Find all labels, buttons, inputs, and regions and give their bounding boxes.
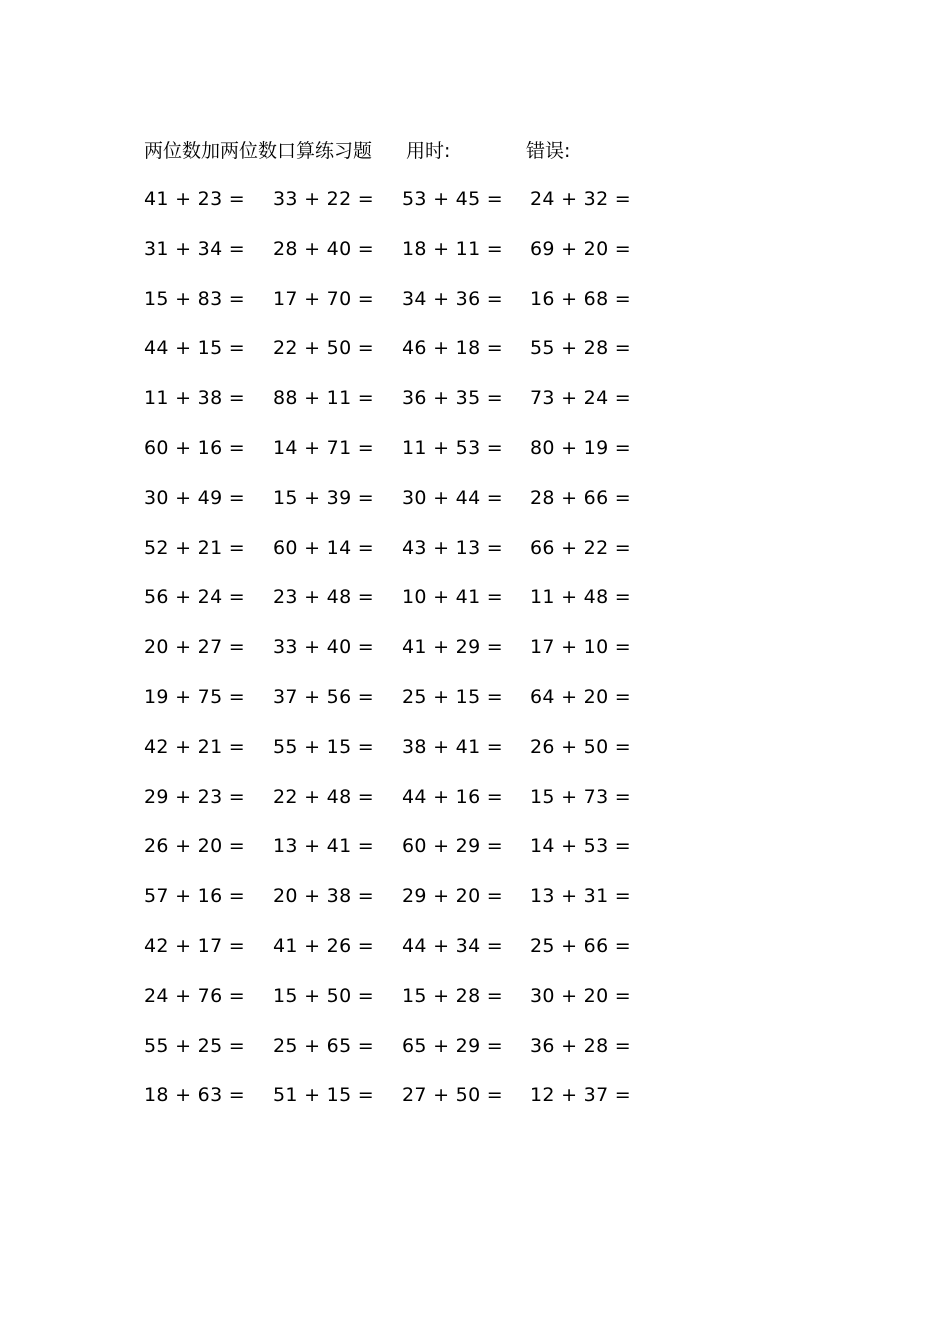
problem-item: 57 + 16 = xyxy=(144,885,246,908)
problem-row xyxy=(144,1031,664,1081)
problem-row xyxy=(144,582,664,632)
problem-item: 24 + 32 = xyxy=(530,188,632,210)
problem-item: 44 + 34 = xyxy=(402,934,504,957)
problem-item: 14 + 71 = xyxy=(273,436,375,459)
problem-item: 53 + 45 = xyxy=(402,188,504,210)
problem-item: 15 + 83 = xyxy=(144,287,246,310)
problem-row xyxy=(144,632,664,682)
problem-item: 20 + 38 = xyxy=(273,885,375,908)
problem-item: 30 + 49 = xyxy=(144,486,246,509)
problem-item: 29 + 20 = xyxy=(402,885,504,908)
problem-row xyxy=(144,483,664,533)
problem-item: 16 + 68 = xyxy=(530,287,632,310)
problem-item: 55 + 28 = xyxy=(530,337,632,360)
problem-row xyxy=(144,333,664,383)
problem-item: 41 + 23 = xyxy=(144,188,246,210)
problem-item: 64 + 20 = xyxy=(530,685,632,708)
problem-item: 17 + 10 = xyxy=(530,636,632,659)
problem-item: 43 + 13 = xyxy=(402,536,504,559)
problem-item: 51 + 15 = xyxy=(273,1084,375,1107)
problem-item: 41 + 26 = xyxy=(273,934,375,957)
problem-item: 46 + 18 = xyxy=(402,337,504,360)
problem-item: 30 + 44 = xyxy=(402,486,504,509)
problem-row xyxy=(144,831,664,881)
problem-item: 11 + 53 = xyxy=(402,436,504,459)
problem-item: 18 + 63 = xyxy=(144,1084,246,1107)
problem-item: 27 + 50 = xyxy=(402,1084,504,1107)
problem-row xyxy=(144,433,664,483)
problem-item: 15 + 39 = xyxy=(273,486,375,509)
problem-item: 42 + 21 = xyxy=(144,735,246,758)
problem-row xyxy=(144,533,664,583)
problem-item: 29 + 23 = xyxy=(144,785,246,808)
problem-row xyxy=(144,931,664,981)
problem-item: 38 + 41 = xyxy=(402,735,504,758)
problem-item: 69 + 20 = xyxy=(530,237,632,260)
problem-item: 26 + 20 = xyxy=(144,835,246,858)
problem-row xyxy=(144,682,664,732)
problem-row xyxy=(144,234,664,284)
problem-item: 41 + 29 = xyxy=(402,636,504,659)
problem-item: 44 + 16 = xyxy=(402,785,504,808)
problem-item: 52 + 21 = xyxy=(144,536,246,559)
worksheet-title: 两位数加两位数口算练习题 xyxy=(144,140,373,162)
problem-item: 60 + 29 = xyxy=(402,835,504,858)
problem-row xyxy=(144,881,664,931)
problem-item: 22 + 48 = xyxy=(273,785,375,808)
problem-row xyxy=(144,184,664,234)
problem-item: 13 + 41 = xyxy=(273,835,375,858)
problem-item: 56 + 24 = xyxy=(144,586,246,609)
problem-item: 65 + 29 = xyxy=(402,1034,504,1057)
problem-item: 14 + 53 = xyxy=(530,835,632,858)
problem-item: 13 + 31 = xyxy=(530,885,632,908)
problem-item: 12 + 37 = xyxy=(530,1084,632,1107)
problem-item: 28 + 40 = xyxy=(273,237,375,260)
problem-item: 25 + 65 = xyxy=(273,1034,375,1057)
problem-item: 20 + 27 = xyxy=(144,636,246,659)
problem-item: 36 + 35 = xyxy=(402,387,504,410)
problem-item: 42 + 17 = xyxy=(144,934,246,957)
time-used-label: 用时: xyxy=(406,140,451,162)
problem-item: 34 + 36 = xyxy=(402,287,504,310)
problem-item: 11 + 38 = xyxy=(144,387,246,410)
problem-item: 88 + 11 = xyxy=(273,387,375,410)
problem-item: 24 + 76 = xyxy=(144,984,246,1007)
problem-item: 23 + 48 = xyxy=(273,586,375,609)
problem-item: 22 + 50 = xyxy=(273,337,375,360)
problem-item: 60 + 14 = xyxy=(273,536,375,559)
problem-row xyxy=(144,284,664,334)
problem-row xyxy=(144,1080,664,1130)
problem-item: 19 + 75 = xyxy=(144,685,246,708)
problem-row xyxy=(144,732,664,782)
problem-item: 55 + 25 = xyxy=(144,1034,246,1057)
problem-row xyxy=(144,782,664,832)
problem-item: 25 + 66 = xyxy=(530,934,632,957)
problem-grid xyxy=(144,184,664,1130)
problem-item: 73 + 24 = xyxy=(530,387,632,410)
problem-item: 66 + 22 = xyxy=(530,536,632,559)
problem-item: 33 + 22 = xyxy=(273,188,375,210)
problem-item: 10 + 41 = xyxy=(402,586,504,609)
problem-item: 28 + 66 = xyxy=(530,486,632,509)
problem-item: 37 + 56 = xyxy=(273,685,375,708)
problem-item: 11 + 48 = xyxy=(530,586,632,609)
problem-item: 15 + 28 = xyxy=(402,984,504,1007)
worksheet-header xyxy=(144,136,784,166)
problem-item: 18 + 11 = xyxy=(402,237,504,260)
problem-item: 44 + 15 = xyxy=(144,337,246,360)
problem-row xyxy=(144,981,664,1031)
problem-item: 80 + 19 = xyxy=(530,436,632,459)
problem-item: 25 + 15 = xyxy=(402,685,504,708)
problem-row xyxy=(144,383,664,433)
problem-item: 33 + 40 = xyxy=(273,636,375,659)
problem-item: 15 + 73 = xyxy=(530,785,632,808)
problem-item: 31 + 34 = xyxy=(144,237,246,260)
problem-item: 15 + 50 = xyxy=(273,984,375,1007)
problem-item: 36 + 28 = xyxy=(530,1034,632,1057)
problem-item: 26 + 50 = xyxy=(530,735,632,758)
problem-item: 17 + 70 = xyxy=(273,287,375,310)
problem-item: 30 + 20 = xyxy=(530,984,632,1007)
errors-label: 错误: xyxy=(526,140,571,162)
problem-item: 60 + 16 = xyxy=(144,436,246,459)
problem-item: 55 + 15 = xyxy=(273,735,375,758)
